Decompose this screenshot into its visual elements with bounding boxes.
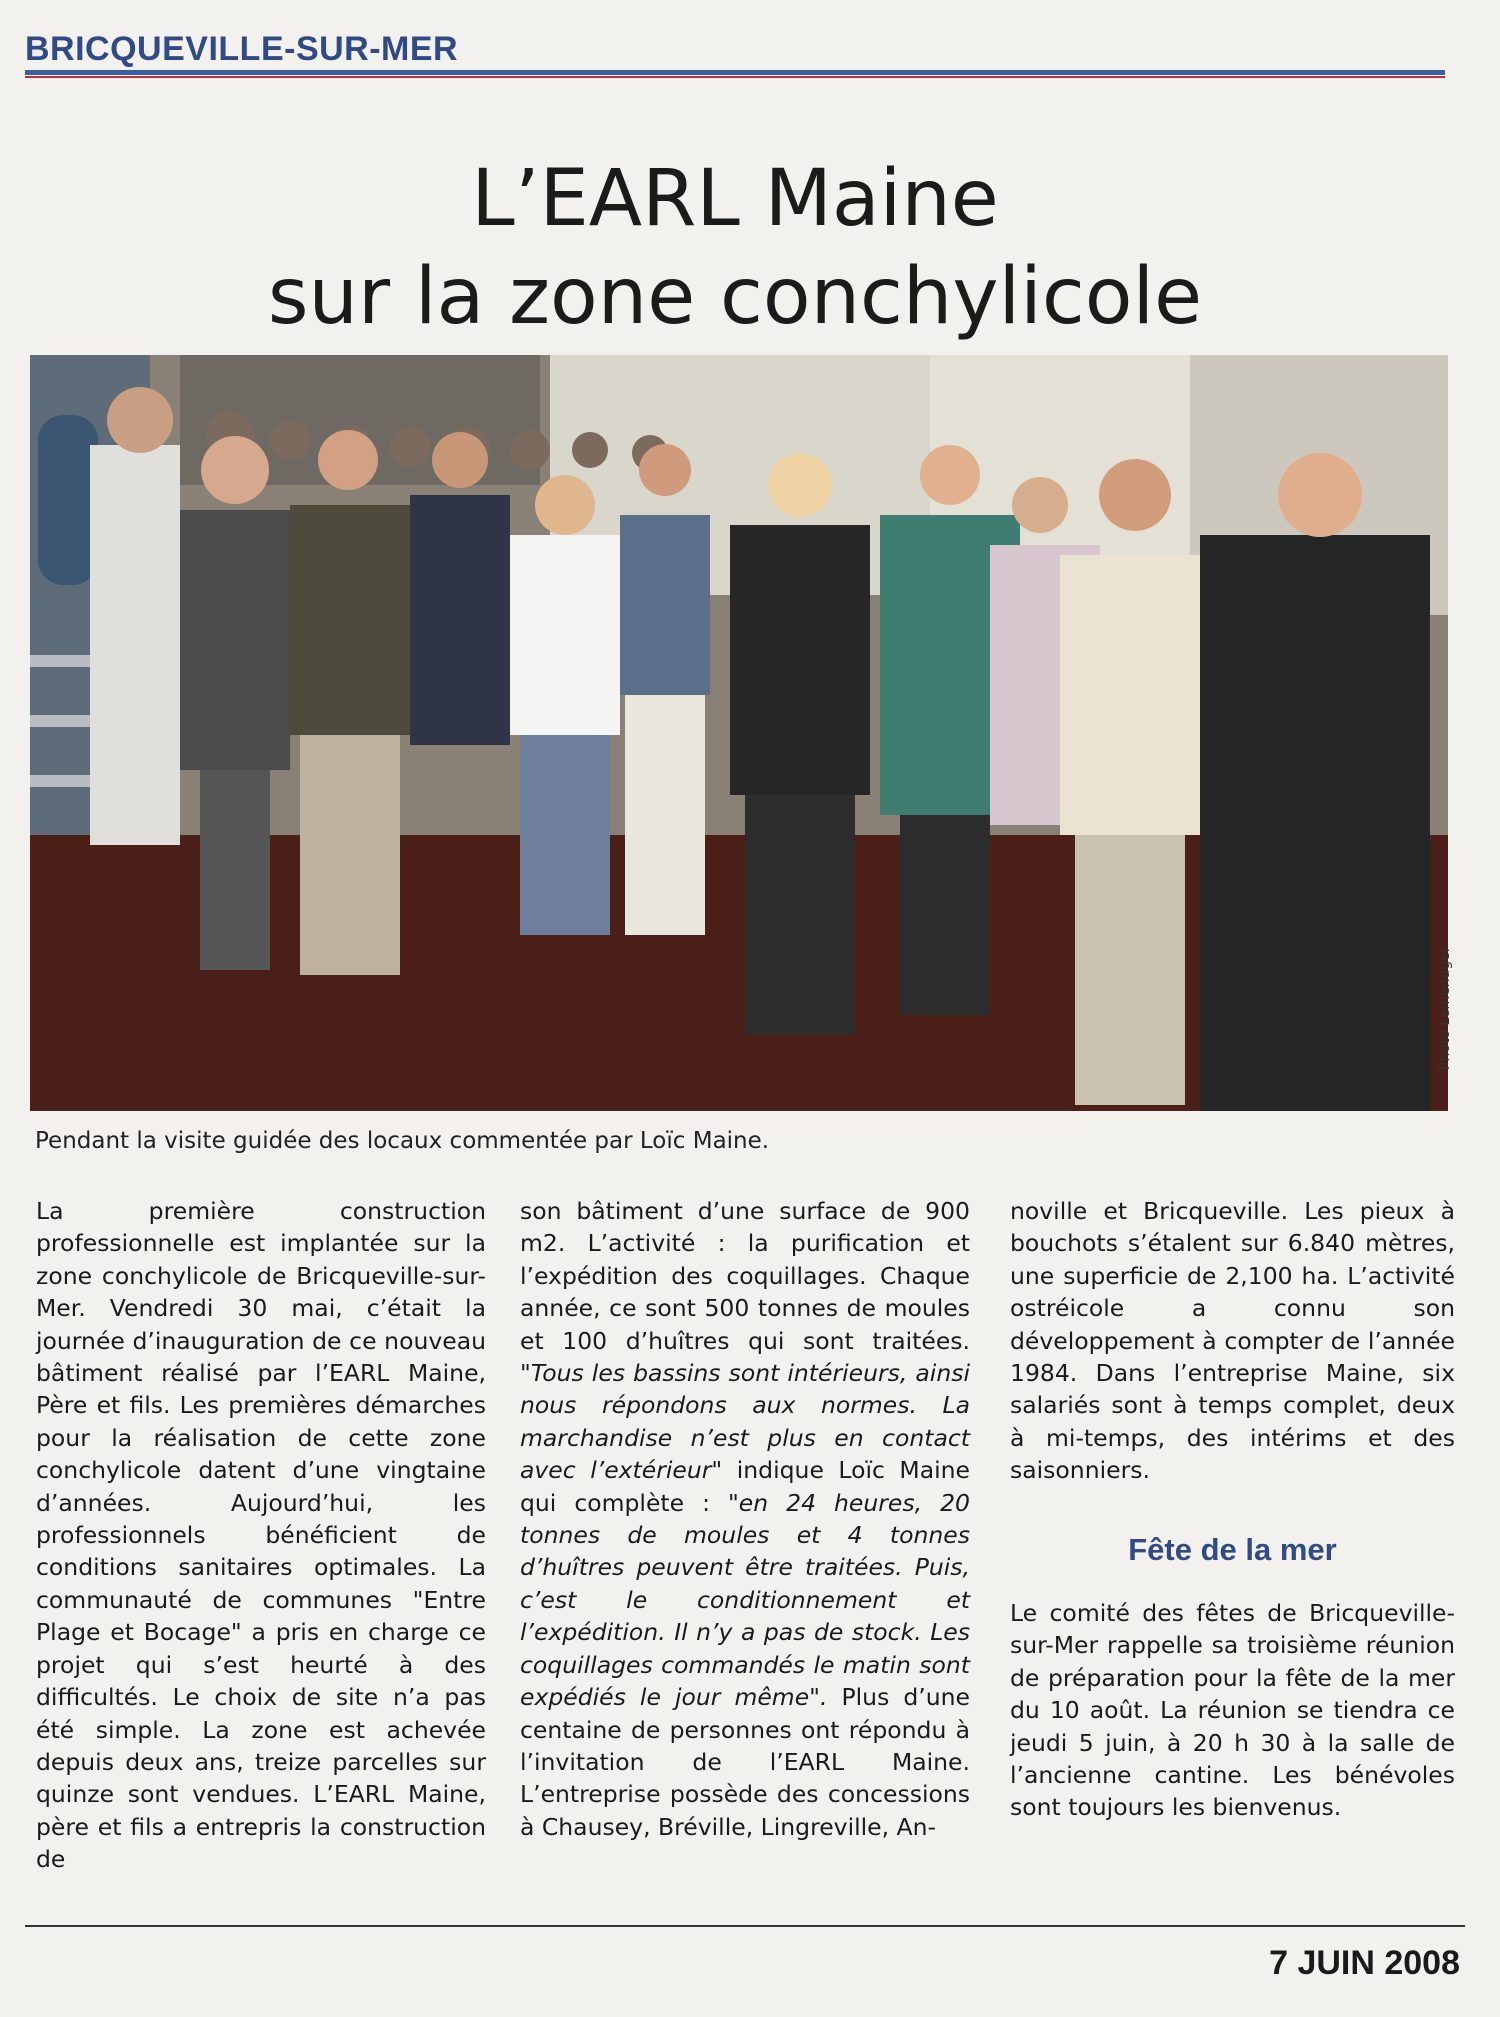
article-column-1-text: La première construction professionnelle est implantée sur la zone conchylicole de Bricqueville-sur-Mer. Vendredi 30 mai, c’était la journée d’inauguration de ce nouveau bâtiment réalisé par l’EARL Maine, Père et fils. Les premières démarches pour la réalisation de cette zone conchylicole datent d’une vingtaine d’années. Aujourd’hui, les professionnels bénéficient de conditions sanitaires optimales. La communauté de communes "Entre Plage et Bocage" a pris en charge ce projet qui s’est heurté à des difficultés. Le choix de site n’a pas été simple. La zone est achevée depuis deux ans, treize parcelles sur quinze sont vendues. L’EARL Maine, père et fils a entrepris la construction de [36,1197,486,1874]
column-2-part-c: Plus d’une centaine de personnes ont répondu à l’invitation de l’EARL Maine. L’entreprise possède des concessions à Chausey, Bréville, Lingreville, An- [520,1683,970,1841]
sidebar-text: Le comité des fêtes de Bricqueville-sur-Mer rappelle sa troisième réunion de préparation pour la fête de la mer du 10 août. La réunion se tiendra ce jeudi 5 juin, à 20 h 30 à la salle de l’ancienne cantine. Les bénévoles sont toujours les bienvenus. [1010,1599,1455,1822]
footer-rule [25,1925,1465,1927]
article-photo [30,355,1448,1111]
article-column-3 [1010,1195,1455,1487]
publication-date: 7 JUIN 2008 [1269,1944,1460,1982]
photo-caption: Pendant la visite guidée des locaux commentée par Loïc Maine. [35,1128,770,1154]
column-2-quote-1: "Tous les bassins sont intérieurs, ainsi nous répondons aux normes. La marchandise n’est plus en contact avec l’extérieur" [520,1359,970,1485]
sidebar-title: Fête de la mer [1128,1532,1337,1567]
headline-line-1: L’EARL Maine [471,154,999,244]
column-2-quote-2: "en 24 heures, 20 tonnes de moules et 4 tonnes d’huîtres peuvent être traitées. Puis, c’est le conditionnement et l’expédition. Il n’y a pas de stock. Les coquillages commandés le matin sont expédiés le jour même". [520,1488,970,1712]
sidebar-column [1010,1597,1455,1824]
header-rule-red [25,76,1445,78]
article-column-3-text: noville et Bricqueville. Les pieux à bouchots s’étalent sur 6.840 mètres, une superficie de 2,100 ha. L’activité ostréicole a connu son développement à compter de l’année 1984. Dans l’entreprise Maine, six salariés sont à temps complet, deux à mi-temps, des intérims et des saisonniers. [1010,1197,1455,1485]
article-column-2 [520,1195,970,1843]
photo-credit: Photo Leménager [1437,946,1453,1070]
article-column-2-text [520,1195,970,1843]
article-column-1 [36,1195,486,1876]
column-2-part-b: indique Loïc Maine qui complète : [520,1456,970,1517]
header-rule-blue [25,70,1445,75]
headline [25,150,1445,346]
headline-line-2: sur la zone conchylicole [267,252,1203,342]
column-2-part-a: son bâtiment d’une surface de 900 m2. L’activité : la purification et l’expédition des coquillages. Chaque année, ce sont 500 tonnes de moules et 100 d’huîtres qui sont traitées. [520,1197,970,1355]
section-label: BRICQUEVILLE-SUR-MER [25,30,459,68]
